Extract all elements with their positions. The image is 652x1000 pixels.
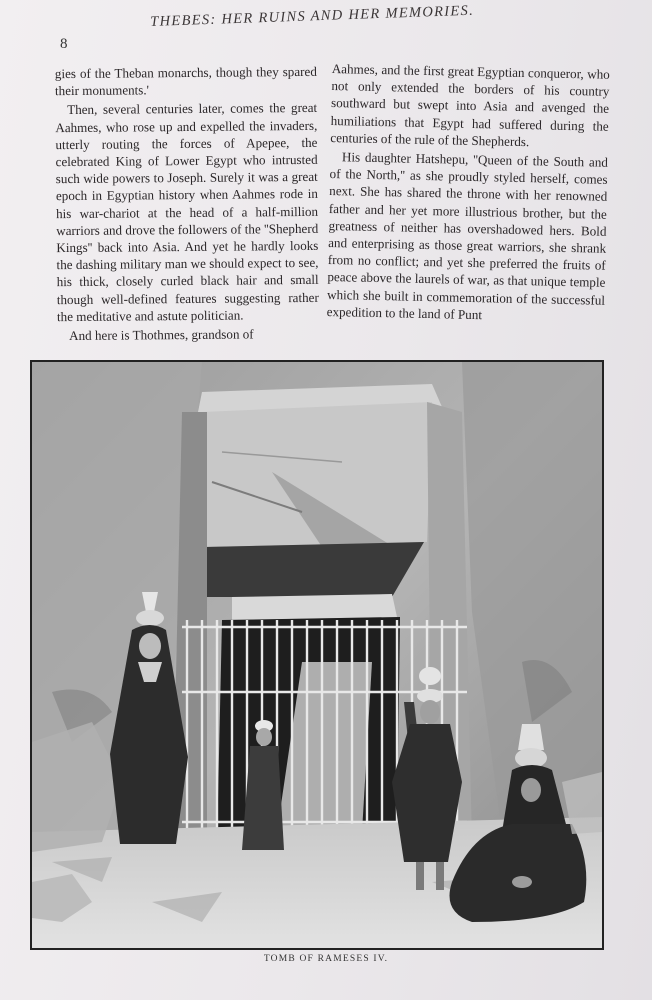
left-paragraph-1: gies of the Theban monarchs, though they spared their monuments.' [54,63,317,99]
running-head: THEBES: HER RUINS AND HER MEMORIES. [150,2,475,30]
left-text-column [55,63,319,347]
right-text-column [327,60,610,328]
tomb-illustration [32,362,602,948]
left-paragraph-3: And here is Thothmes, grandson of [69,326,254,344]
tomb-photograph [30,360,604,950]
right-paragraph-2: His daughter Hatshepu, ''Queen of the South and of the North,'' as she proudly styled herself, comes next. She has shared the throne with her renowned father and her yet more illustrious brother, but the greatness of neither has overshadowed hers. Bold and enterprising as those great warriors, she shrank from no conflict; and yet she preferred the fruits of peace above the laurels of war, as that unique temple which she built in commemoration of the successful expedition to the land of Punt [326,149,609,323]
page-number: 8 [60,36,68,52]
right-paragraph-1: Aahmes, and the first great Egyptian conqueror, who not only extended the borders of his country southward but swept into Asia and avenged the humiliations that Egypt had suffered during the centuries of the rule of the Shepherds. [330,60,610,149]
figure-caption: TOMB OF RAMESES IV. [263,954,389,964]
lintel-shadow [204,542,424,597]
left-paragraph-2: Then, several centuries later, comes the great Aahmes, who rose up and expelled the invaders, utterly routing the forces of Apepee, the celebrated King of Lower Egypt who intrusted such wide powers to Joseph. Surely it was a great epoch in Egyptian history when Aahmes rode in his war-chariot at the head of a half-million warriors and drove the followers of the ''Shepherd Kings'' back into Asia. And yet he hardly looks the dashing military man we should expect to see, his thick, closely curled black hair and small though well-defined features suggesting rather the meditative and astute politician. [55,100,319,324]
